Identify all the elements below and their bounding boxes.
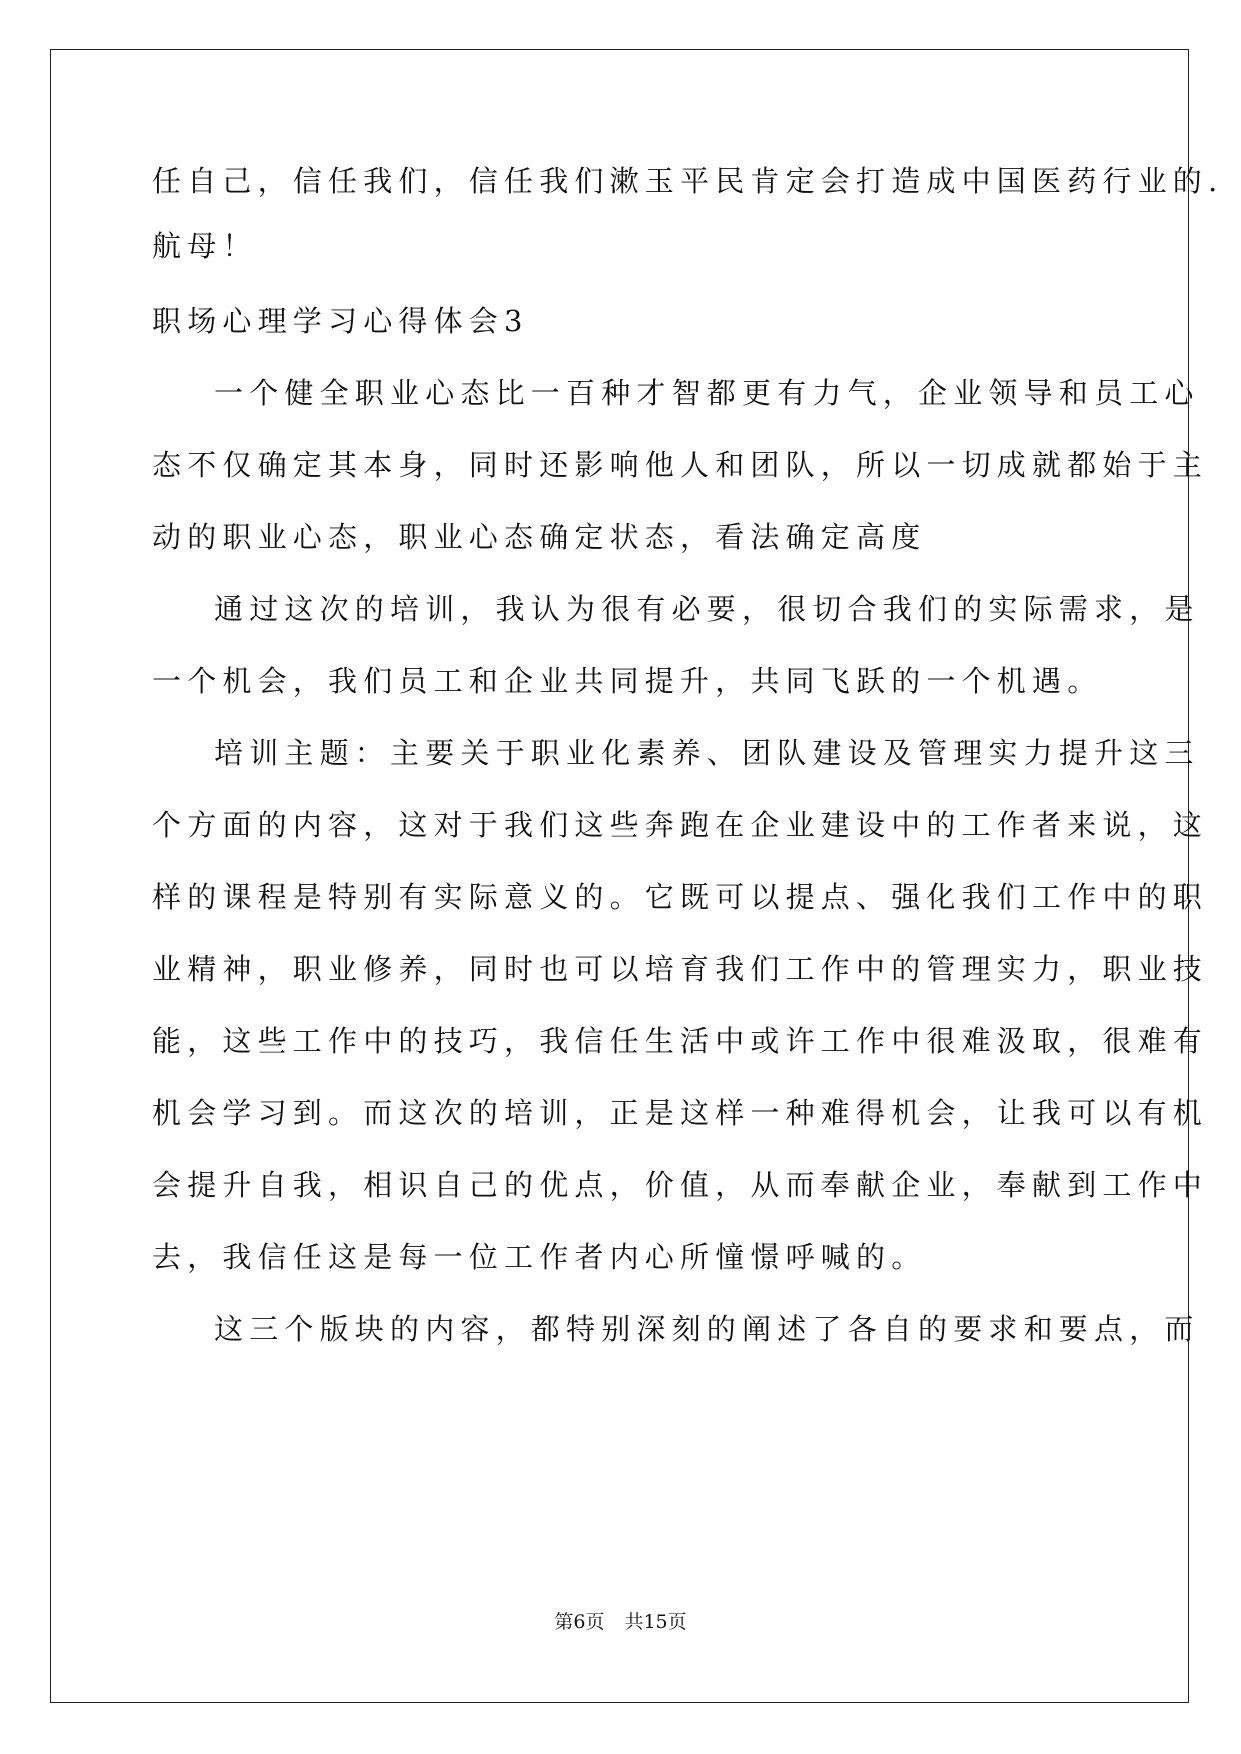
text-line: 任自己，信任我们，信任我们漱玉平民肯定会打造成中国医药行业的. bbox=[152, 164, 1224, 198]
text-line: 能，这些工作中的技巧，我信任生活中或许工作中很难汲取，很难有 bbox=[152, 1024, 1209, 1058]
text-line: 一个机会，我们员工和企业共同提升，共同飞跃的一个机遇。 bbox=[152, 664, 1103, 698]
text-line: 样的课程是特别有实际意义的。它既可以提点、强化我们工作中的职 bbox=[152, 880, 1209, 914]
text-line: 一个健全职业心态比一百种才智都更有力气，企业领导和员工心 bbox=[214, 376, 1200, 410]
page-footer bbox=[0, 1610, 1241, 1634]
text-line: 去，我信任这是每一位工作者内心所憧憬呼喊的。 bbox=[152, 1240, 927, 1274]
text-line: 培训主题：主要关于职业化素养、团队建设及管理实力提升这三 bbox=[214, 736, 1200, 770]
text-line: 动的职业心态，职业心态确定状态，看法确定高度 bbox=[152, 520, 927, 554]
section-heading: 职场心理学习心得体会3 bbox=[152, 304, 529, 338]
page-number-total: 共15页 bbox=[624, 1611, 687, 1633]
page-border bbox=[50, 49, 1224, 1703]
text-line: 通过这次的培训，我认为很有必要，很切合我们的实际需求，是 bbox=[214, 592, 1200, 626]
text-line: 业精神，职业修养，同时也可以培育我们工作中的管理实力，职业技 bbox=[152, 952, 1209, 986]
text-line: 态不仅确定其本身，同时还影响他人和团队，所以一切成就都始于主 bbox=[152, 448, 1209, 482]
text-line: 机会学习到。而这次的培训，正是这样一种难得机会，让我可以有机 bbox=[152, 1096, 1209, 1130]
text-line: 这三个版块的内容，都特别深刻的阐述了各自的要求和要点，而 bbox=[214, 1312, 1200, 1346]
page-number-current: 第6页 bbox=[554, 1611, 605, 1633]
text-line: 个方面的内容，这对于我们这些奔跑在企业建设中的工作者来说，这 bbox=[152, 808, 1209, 842]
text-line: 航母！ bbox=[152, 229, 258, 263]
text-line: 会提升自我，相识自己的优点，价值，从而奉献企业，奉献到工作中 bbox=[152, 1168, 1209, 1202]
